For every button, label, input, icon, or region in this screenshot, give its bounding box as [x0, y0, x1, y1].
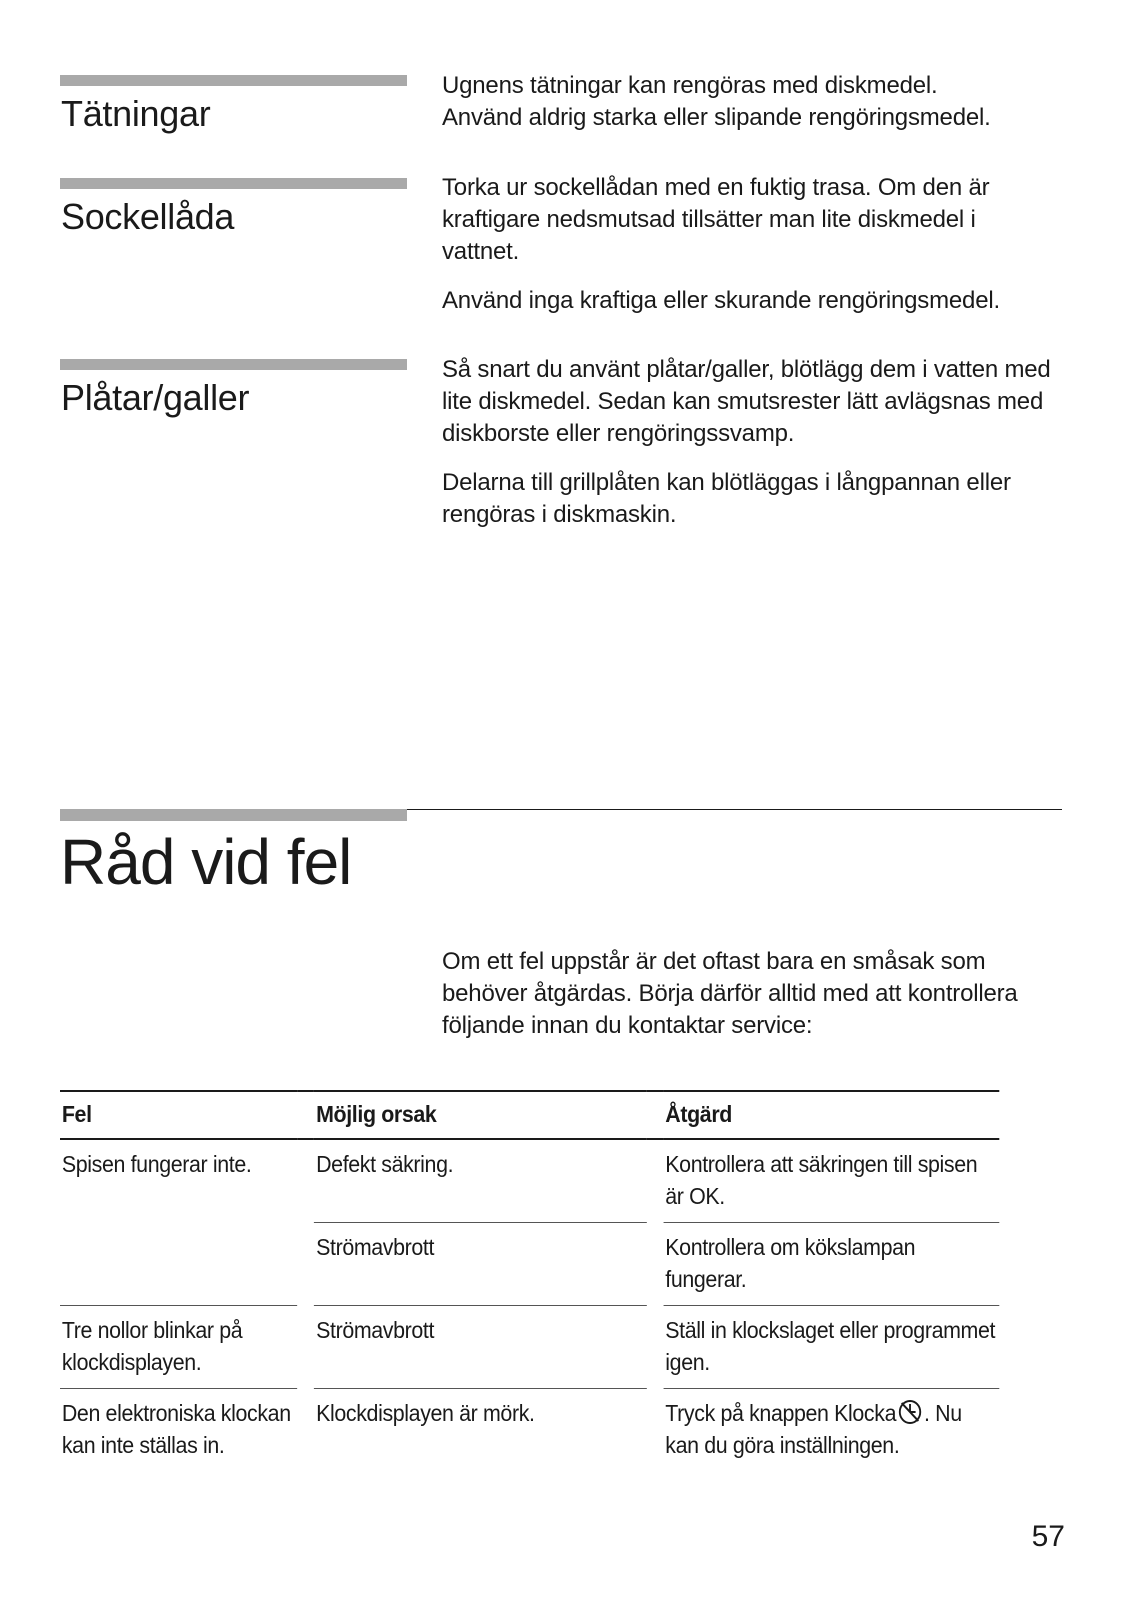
chapter-bar: [60, 809, 407, 821]
section-bar: [60, 178, 407, 189]
table-row: [60, 1305, 999, 1388]
cause-cell: Strömavbrott: [314, 1305, 646, 1388]
header-fault: Fel: [60, 1090, 297, 1140]
remedy-cell: Ställ in klockslaget eller programmet igen.: [663, 1305, 999, 1388]
cause-cell: Defekt säkring.: [316, 1151, 454, 1177]
section-bar: [60, 359, 407, 370]
fault-cell: Spisen fungerar inte.: [61, 1151, 252, 1177]
remedy-cell: Kontrollera om kökslampan fungerar.: [663, 1222, 999, 1305]
table-row: [60, 1140, 999, 1222]
remedy-cell: [663, 1388, 999, 1471]
cause-cell: Klockdisplayen är mörk.: [314, 1388, 646, 1471]
header-cause: Möjlig orsak: [314, 1090, 646, 1140]
header-remedy: Åtgärd: [663, 1090, 999, 1140]
section-text: Så snart du använt plåtar/galler, blötlägg dem i vatten med lite diskmedel. Sedan kan smutsrester lätt avlägsnas med diskborste eller rengöringssvamp.: [442, 356, 1051, 447]
chapter-intro: Om ett fel uppstår är det oftast bara en småsak som behöver åtgärdas. Börja därför alltid med att kontrollera följande innan du kontaktar service:: [442, 948, 1018, 1039]
section-text: Använd inga kraftiga eller skurande rengöringsmedel.: [442, 287, 1000, 314]
table-header-row: [60, 1090, 999, 1140]
remedy-cell: Kontrollera att säkringen till spisen är OK.: [665, 1151, 978, 1209]
table-row: [60, 1388, 999, 1471]
troubleshooting-table: [60, 1090, 999, 1471]
fault-cell: Den elektroniska klockan kan inte ställas in.: [60, 1388, 297, 1471]
chapter-title: Råd vid fel: [60, 826, 352, 898]
fault-cell: Tre nollor blinkar på klockdisplayen.: [60, 1305, 297, 1388]
section-text: Torka ur sockellådan med en fuktig trasa. Om den är kraftigare nedsmutsad tillsätter man lite diskmedel i vattnet.: [442, 174, 990, 265]
section-text: Ugnens tätningar kan rengöras med diskmedel. Använd aldrig starka eller slipande rengöringsmedel.: [442, 72, 991, 131]
cause-cell: Strömavbrott: [314, 1222, 646, 1305]
remedy-text-after: . Nu kan du göra inställningen.: [665, 1400, 962, 1458]
section-title-sockellada: Sockellåda: [61, 196, 235, 237]
clock-icon: [897, 1398, 923, 1426]
section-title-tatningar: Tätningar: [61, 93, 211, 134]
section-text: Delarna till grillplåten kan blötläggas i långpannan eller rengöras i diskmaskin.: [442, 469, 1011, 528]
chapter-rule: [407, 809, 1062, 810]
remedy-text-before: Tryck på knappen Klocka: [665, 1400, 897, 1426]
page-number: 57: [1031, 1520, 1065, 1553]
section-title-platar-galler: Plåtar/galler: [61, 377, 250, 418]
section-bar: [60, 75, 407, 86]
